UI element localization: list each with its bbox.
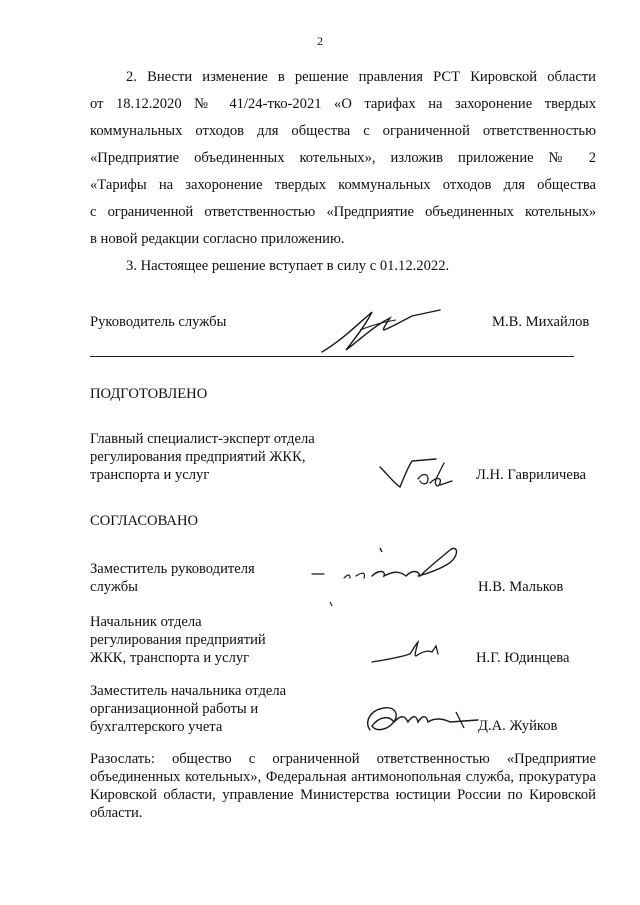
signer-2-position-line: Начальник отдела xyxy=(90,614,202,630)
signer-2-position-line: ЖКК, транспорта и услуг xyxy=(90,650,250,666)
signer-3-position xyxy=(90,682,286,736)
prepared-heading: ПОДГОТОВЛЕНО xyxy=(90,386,208,402)
prepared-name: Л.Н. Гавриличева xyxy=(476,467,587,483)
prepared-signature-image xyxy=(378,455,468,495)
paragraph-3: 3. Настоящее решение вступает в силу с 01.12.2022. xyxy=(126,258,450,274)
paragraph-2-line-1: 2. Внести изменение в решение правления РСТ Кировской области xyxy=(126,69,596,85)
signer-1-name: Н.В. Мальков xyxy=(478,579,564,595)
signer-3-position-line: бухгалтерского учета xyxy=(90,719,223,735)
signer-1-position-line: службы xyxy=(90,579,138,595)
paragraph-2-line-3: коммунальных отходов для общества с ограниченной ответственностью xyxy=(90,123,596,139)
signer-2-position-line: регулирования предприятий xyxy=(90,632,266,648)
prepared-position-line: Главный специалист-эксперт отдела xyxy=(90,431,315,447)
signer-2-signature-image xyxy=(370,636,450,670)
page-number: 2 xyxy=(317,34,323,48)
agreed-heading: СОГЛАСОВАНО xyxy=(90,513,199,529)
paragraph-2 xyxy=(90,64,596,253)
signer-1-position xyxy=(90,560,255,596)
paragraph-2-line-2: от 18.12.2020 № 41/24-тко-2021 «О тарифах на захоронение твердых xyxy=(90,96,596,112)
signer-3-position-line: Заместитель начальника отдела xyxy=(90,683,287,699)
paragraph-2-line-4: «Предприятие объединенных котельных», изложив приложение № 2 xyxy=(90,150,596,166)
paragraph-2-line-5: «Тарифы на захоронение твердых коммунальных отходов для общества xyxy=(90,177,596,193)
signer-1-signature-image xyxy=(308,540,478,610)
signer-3-name: Д.А. Жуйков xyxy=(478,718,558,734)
signer-1-position-line: Заместитель руководителя xyxy=(90,561,255,577)
head-position: Руководитель службы xyxy=(90,314,227,330)
head-signature-image xyxy=(312,300,452,360)
distribution-list: Разослать: общество с ограниченной ответственностью «Предприятие объединенных котельных», Федеральная антимонопольная служба, прокуратура Кировской области, управление Министерства юстиции России по Кировской области. xyxy=(90,751,596,821)
prepared-position-line: транспорта и услуг xyxy=(90,467,210,483)
prepared-position-line: регулирования предприятий ЖКК, xyxy=(90,449,306,465)
signer-3-position-line: организационной работы и xyxy=(90,701,259,717)
prepared-position xyxy=(90,430,315,484)
head-name: М.В. Михайлов xyxy=(492,314,590,330)
signer-3-signature-image xyxy=(360,700,490,740)
signer-2-position xyxy=(90,613,266,667)
paragraph-2-line-6: с ограниченной ответственностью «Предприятие объединенных котельных» xyxy=(90,204,596,220)
signer-2-name: Н.Г. Юдинцева xyxy=(476,650,570,666)
paragraph-2-line-7: в новой редакции согласно приложению. xyxy=(90,231,345,247)
separator-line xyxy=(90,356,574,357)
